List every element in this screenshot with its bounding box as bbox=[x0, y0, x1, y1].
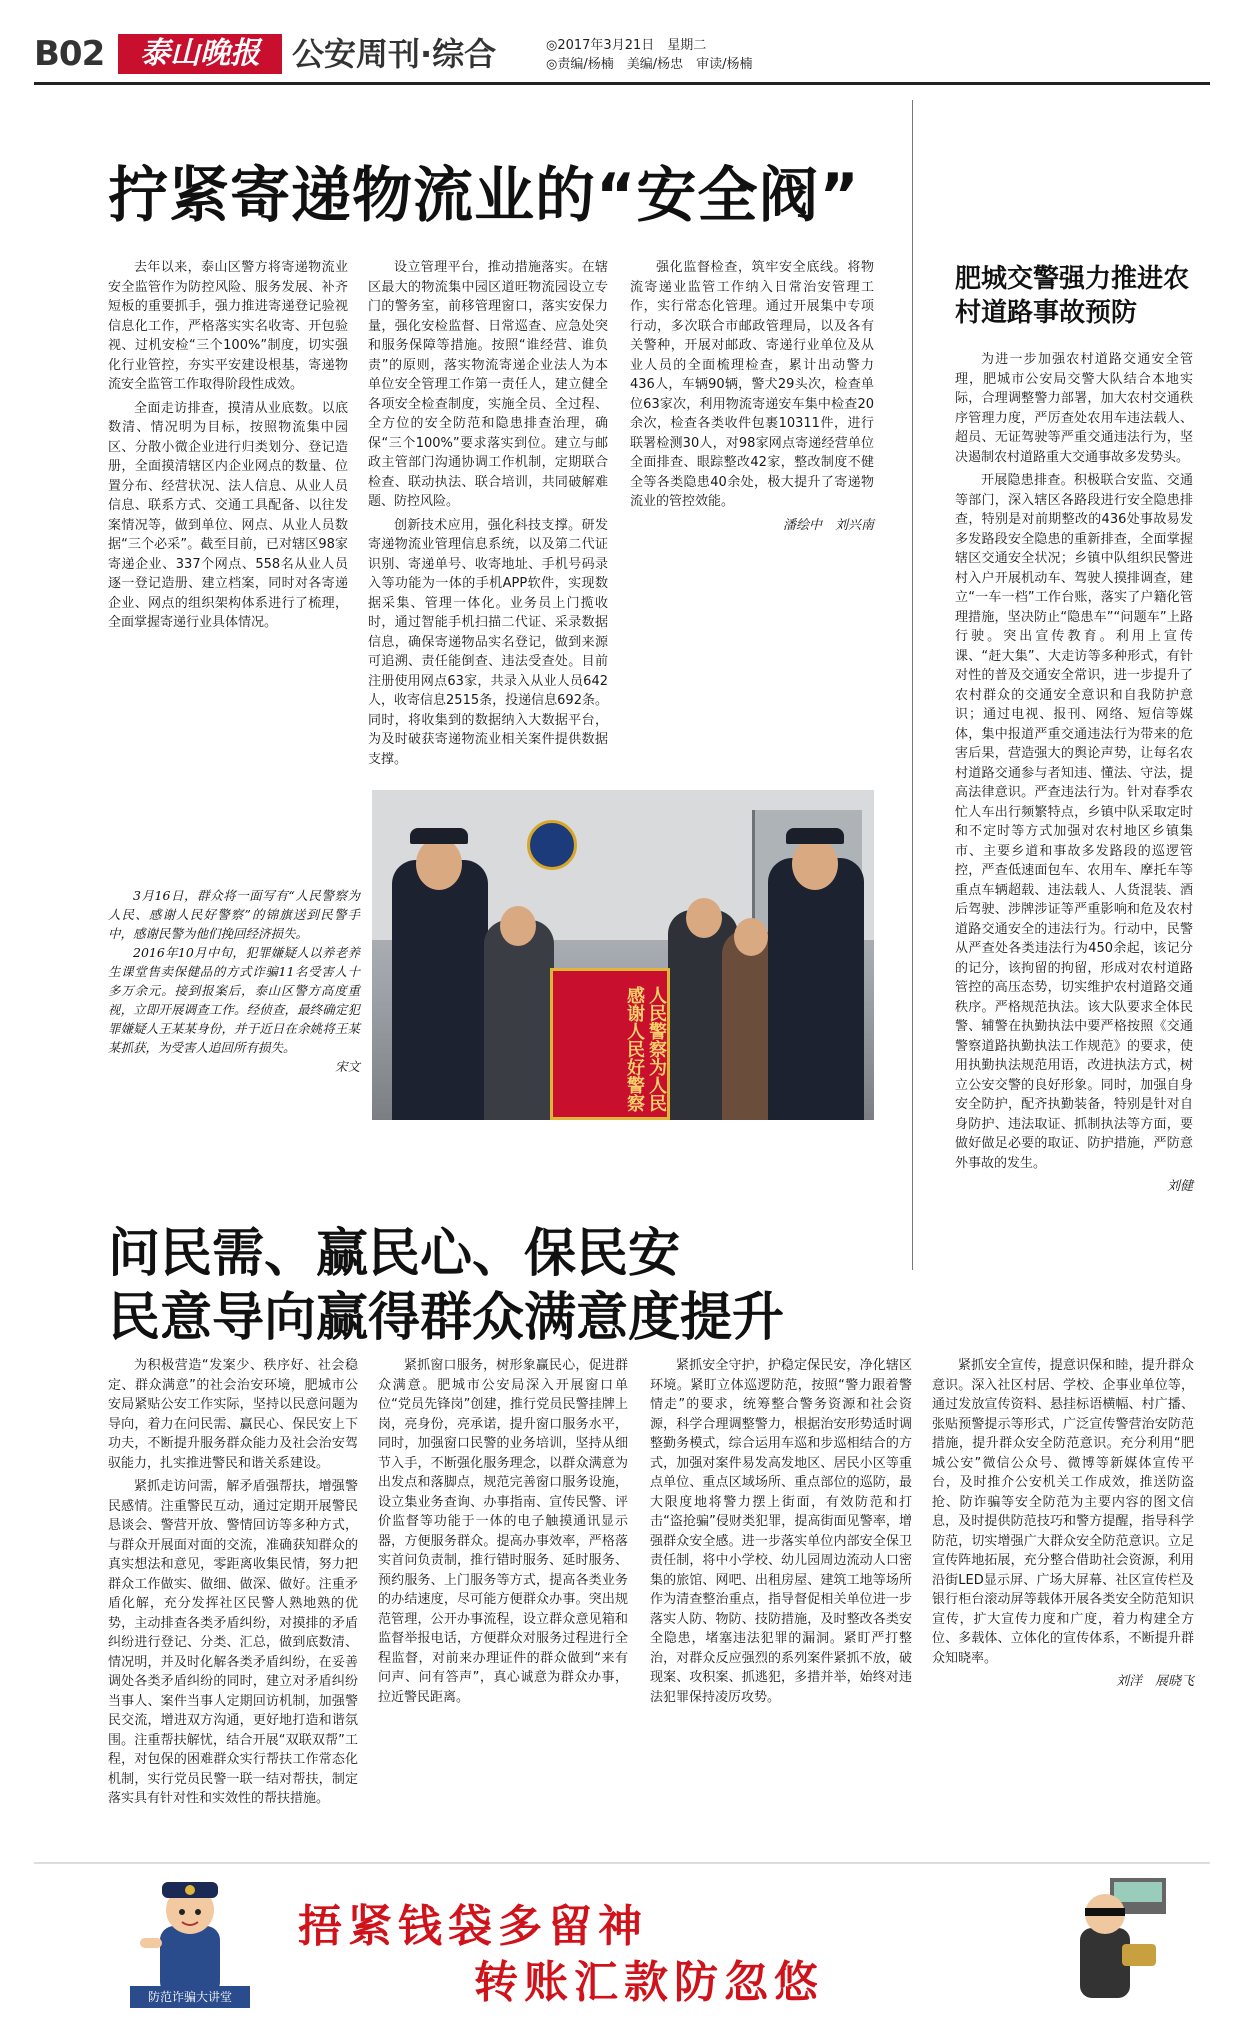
article1-column-1 bbox=[108, 258, 348, 724]
section-title: 公安周刊·综合 bbox=[292, 35, 497, 73]
column-divider bbox=[912, 100, 913, 1270]
police-cap-icon bbox=[410, 828, 468, 844]
silk-banner: 人民警察为人民 感谢人民好警察 bbox=[550, 968, 670, 1120]
article2-paragraph: 紧抓安全宣传，提意识保和睦，提升群众意识。深入社区村居、学校、企事业单位等，通过发放宣传资料、悬挂标语横幅、村广播、张贴预警提示等形式，广泛宣传警营治安防范措施，提升群众安全防范意识。充分利用“肥城公安”微信公众号、微博等新媒体宣传平台，及时推介公安机关工作成效，推送防盗抢、防诈骗等安全防范为主要内容的图文信息，及时提供防范技巧和警方提醒，指导科学防范，切实增强广大群众安全防范意识。立足宣传阵地拓展，充分整合借助社会资源，利用沿街LED显示屏、广场大屏幕、社区宣传栏及银行柜台滚动屏等载体开展各类安全防范知识宣传，扩大宣传力度和广度，着力构建全方位、多载体、立体化的宣传体系，不断提升群众知晓率。 bbox=[932, 1358, 1194, 1666]
elderly-man-figure bbox=[484, 920, 554, 1120]
officer-head bbox=[416, 838, 462, 890]
officer-head bbox=[792, 838, 838, 890]
article2-byline: 刘洋 展晓飞 bbox=[1115, 1674, 1194, 1689]
issue-date: ◎2017年3月21日 星期二 bbox=[546, 38, 707, 53]
ad-slogan-line2: 转账汇款防忽悠 bbox=[474, 1957, 824, 2008]
police-emblem-icon bbox=[527, 820, 577, 870]
article1-column-2 bbox=[368, 258, 608, 767]
article2-paragraph: 紧抓走访问需，解矛盾强帮扶，增强警民感情。注重警民互动，通过定期开展警民恳谈会、警营开放、警情回访等多种方式，与群众开展面对面的交流，准确获知群众的真实想法和意见，零距离收集民情，努力把群众工作做实、做细、做深、做好。注重矛盾化解，充分发挥社区民警人熟地熟的优势，主动排查各类矛盾纠纷，对摸排的矛盾纠纷进行登记、分类、汇总，做到底数清、情况明，并及时化解各类矛盾纠纷，在妥善调处各类矛盾纠纷的同时，建立对矛盾纠纷当事人、案件当事人定期回访机制，加强警民交流，增进双方沟通，更好地打造和谐氛围。注重帮扶解忧，结合开展“双联双帮”工程，对包保的困难群众实行帮扶工作常态化机制，实行党员民警一联一结对帮扶，制定落实具有针对性和实效性的帮扶措施。 bbox=[108, 1479, 358, 1806]
lecture-badge: 防范诈骗大讲堂 bbox=[130, 1986, 250, 2008]
article2-paragraph: 为积极营造“发案少、秩序好、社会稳定、群众满意”的社会治安环境，肥城市公安局紧贴公安工作实际，坚持以民意问题为导向，着力在问民需、赢民心、保民安上下功夫，不断提升服务群众能力及社会治安驾驭能力，扎实推进警民和谐关系建设。 bbox=[108, 1358, 358, 1471]
caption-paragraph: 2016年10月中旬，犯罪嫌疑人以养老养生课堂售卖保健品的方式诈骗11名受害人十多万余元。接到报案后，泰山区警方高度重视，立即开展调查工作。经侦查，最终确定犯罪嫌疑人王某某身份，并于近日在余姚将王某某抓获，为受害人追回所有损失。 bbox=[108, 945, 360, 1055]
sidebar-paragraph: 开展隐患排查。积极联合安监、交通等部门，深入辖区各路段进行安全隐患排查，特别是对前期整改的436处事故易发多发路段安全隐患的重新排查，全面掌握辖区交通安全状况；乡镇中队组织民警进村入户开展机动车、驾驶人摸排调查，建立“一车一档”工作台账，落实了户籍化管理措施，坚决防止“隐患车”“问题车”上路行驶。突出宣传教育。利用上宣传课、“赶大集”、大走访等多种形式，有针对性的普及交通安全常识，进一步提升了农村群众的交通安全意识和自我防护意识；通过电视、报刊、网络、短信等媒体，集中报道严重交通违法行为带来的危害后果，营造强大的舆论声势，让每名农村道路交通参与者知违、懂法、守法，提高法律意识。严查违法行为。针对春季农忙人车出行频繁特点，乡镇中队采取定时和不定时等方式加强对农村地区乡镇集市、主要乡道和事故多发路段的巡逻管控，严查低速面包车、农用车、摩托车等重点车辆超载、违法载人、人货混装、酒后驾驶、涉牌涉证等严重影响和危及农村道路交通安全的违法行为。行动中，民警从严查处各类违法行为450余起，该记分的记分，该拘留的拘留，形成对农村道路管控的高压态势，切实维护农村道路交通秩序。严格规范执法。该大队要求全体民警、辅警在执勤执法中要严格按照《交通警察道路执勤执法工作规范》的要求，使用执勤执法规范用语，改进执法方式，树立公安交警的良好形象。同时，加强自身安全防护，配齐执勤装备，特别是针对自身防护、违法取证、抓制执法等方面，要做好做足必要的取证、防护措施，严防意外事故的发生。 bbox=[955, 473, 1193, 1171]
article1-headline: 拧紧寄递物流业的“安全阀” bbox=[108, 161, 860, 231]
article1-byline: 潘绘中 刘兴南 bbox=[782, 517, 874, 533]
caption-paragraph: 3月16日，群众将一面写有“人民警察为人民、感谢人民好警察”的锦旗送到民警手中，感谢民警为他们挽回经济损失。 bbox=[108, 888, 360, 941]
article1-paragraph: 去年以来，泰山区警方将寄递物流业安全监管作为防控风险、服务发展、补齐短板的重要抓手，强力推进寄递登记验视信息化工作，严格落实实名收寄、开包验视、过机安检“三个100%”制度，切实强化行业管控，夯实平安建设根基，寄递物流安全监管工作取得阶段性成效。 bbox=[108, 260, 348, 392]
sidebar-paragraph: 为进一步加强农村道路交通安全管理，肥城市公安局交警大队结合本地实际，合理调整警力部署，加大农村交通秩序管理力度，严厉查处农用车违法载人、超员、无证驾驶等严重交通违法行为，坚决遏制农村道路重大交通事故多发势头。 bbox=[955, 352, 1193, 465]
masthead-rule bbox=[34, 82, 1210, 85]
article2-column-1 bbox=[108, 1356, 358, 1826]
elderly-woman-head bbox=[734, 918, 768, 956]
article2-paragraph: 紧抓窗口服务，树形象赢民心，促进群众满意。肥城市公安局深入开展窗口单位“党员先锋岗”创建，推行党员民警挂牌上岗，亮身份，亮承诺，提升窗口服务水平，同时，加强窗口民警的业务培训，坚持从细节入手，不断强化服务理念，以群众满意为出发点和落脚点，规范完善窗口服务设施，设立集业务查询、办事指南、宣传民警、评价监督等功能于一体的电子触摸通讯显示器，方便服务群众。提高办事效率，严格落实首问负责制，推行错时服务、延时服务、预约服务、上门服务等方式，提高各类业务的办结速度，尽可能方便群众办事。突出规范管理，公开办事流程，设立群众意见箱和监督举报电话，方便群众对服务过程进行全程监督，对前来办理证件的群众做到“来有问声、问有答声”，真心诚意为群众办事，拉近警民距离。 bbox=[378, 1358, 628, 1705]
editor-credits: ◎责编/杨楠 美编/杨忠 审读/杨楠 bbox=[546, 57, 753, 72]
news-photo bbox=[372, 790, 874, 1120]
newspaper-logo: 泰山晚报 bbox=[118, 34, 282, 74]
article1-paragraph: 全面走访排查，摸清从业底数。以底数清、情况明为目标，按照物流集中园区、分散小微企业进行归类划分、登记造册，全面摸清辖区内企业网点的数量、位置分布、经营状况、法人信息、从业人员信息、联系方式、交通工具配备、以往发案情况等，做到单位、网点、从业人员数据“三个必采”。截至目前，已对辖区98家寄递企业、337个网点、558名从业人员逐一登记造册、建立档案，同时对各寄递企业、网点的组织架构体系进行了梳理，全面掌握寄递行业具体情况。 bbox=[108, 400, 348, 630]
masthead-meta bbox=[546, 36, 752, 74]
article2-column-3 bbox=[650, 1356, 912, 1826]
article1-paragraph: 强化监督检查，筑牢安全底线。将物流寄递业监管工作纳入日常治安管理工作，实行常态化管理。通过开展集中专项行动，多次联合市邮政管理局，以及各有关警种，开展对邮政、寄递行业单位及从业人员的全面梳理检查，累计出动警力436人，车辆90辆，警犬29头次，检查单位63家次，利用物流寄递安车集中检查20余次，检查各类收件包裹10311件，进行联署检测30人，对98家网点寄递经营单位全面排查、眼踪整改42家，整改制度不健全等各类隐患40余处，极大提升了寄递物流业的管控效能。 bbox=[630, 260, 874, 509]
police-officer-figure bbox=[768, 858, 864, 1120]
sidebar-byline: 刘健 bbox=[1166, 1179, 1193, 1194]
ad-slogan-line1: 捂紧钱袋多留神 bbox=[298, 1901, 648, 1952]
article2-column-2 bbox=[378, 1356, 628, 1826]
police-officer-figure bbox=[392, 860, 488, 1120]
elderly-man-head bbox=[686, 898, 722, 938]
thief-cartoon-icon bbox=[1050, 1868, 1170, 2008]
article2-headline-line2: 民意导向赢得群众满意度提升 bbox=[108, 1288, 785, 1348]
police-cap-icon bbox=[786, 828, 844, 844]
sidebar-article bbox=[955, 350, 1193, 1300]
article2-headline-line1: 问民需、赢民心、保民安 bbox=[108, 1224, 681, 1284]
caption-byline: 宋文 bbox=[334, 1059, 360, 1074]
page-number: B02 bbox=[34, 34, 105, 74]
elderly-man-head bbox=[500, 906, 536, 946]
anti-fraud-ad bbox=[34, 1862, 1210, 2012]
article2-headline bbox=[108, 1222, 784, 1350]
masthead bbox=[34, 34, 1210, 74]
article1-paragraph: 创新技术应用，强化科技支撑。研发寄递物流业管理信息系统，以及第二代证识别、寄递单号、收寄地址、手机号码录入等功能为一体的手机APP软件，实现数据采集、管理一体化。业务员上门揽收时，通过智能手机扫描二代证、采录数据信息，确保寄递物品实名登记，做到来源可追溯、责任能倒查、违法受查处。目前注册使用网点63家，共录入从业人员642人，收寄信息2515条，投递信息692条。同时，将收集到的数据纳入大数据平台，为及时破获寄递物流业相关案件提供数据支撑。 bbox=[368, 517, 608, 767]
article2-column-4 bbox=[932, 1356, 1194, 1826]
article1-paragraph: 设立管理平台，推动措施落实。在辖区最大的物流集中园区道旺物流园设立专门的警务室，前移管理窗口，落实安保力量，强化安检监督、日常巡查、应急处突和服务保障等措施。按照“谁经营、谁负责”的原则，落实物流寄递企业法人为本单位安全管理工作第一责任人，建立健全各项安全检查制度，实施全员、全过程、全方位的安全防范和隐患排查治理，确保“三个100%”要求落实到位。建立与邮政主管部门沟通协调工作机制，定期联合检查、联动执法、联合培训，共同破解难题、防控风险。 bbox=[368, 260, 608, 509]
article1-column-3 bbox=[630, 258, 874, 724]
sidebar-headline: 肥城交警强力推进农村道路事故预防 bbox=[955, 264, 1190, 328]
article2-paragraph: 紧抓安全守护，护稳定保民安，净化辖区环境。紧盯立体巡逻防范，按照“警力跟着警情走”的要求，统筹整合警务资源和社会资源，科学合理调整警力，根据治安形势适时调整勤务模式，综合运用车巡和步巡相结合的方式，加强对案件易发高发地区、居民小区等重点单位、重点区域场所、重点部位的巡防，最大限度地将警力摆上街面，有效防范和打击“盗抢骗”侵财类犯罪，提高街面见警率，增强群众安全感。进一步落实单位内部安全保卫责任制，将中小学校、幼儿园周边流动人口密集的旅馆、网吧、出租房屋、建筑工地等场所作为清查整治重点，指导督促相关单位进一步落实人防、物防、技防措施，及时整改各类安全隐患，堵塞违法犯罪的漏洞。紧盯严打整治，对群众反应强烈的系列案件紧抓不放，破现案、攻积案、抓逃犯，多措并举，始终对违法犯罪保持凌厉攻势。 bbox=[650, 1358, 912, 1705]
photo-caption bbox=[108, 886, 360, 1118]
